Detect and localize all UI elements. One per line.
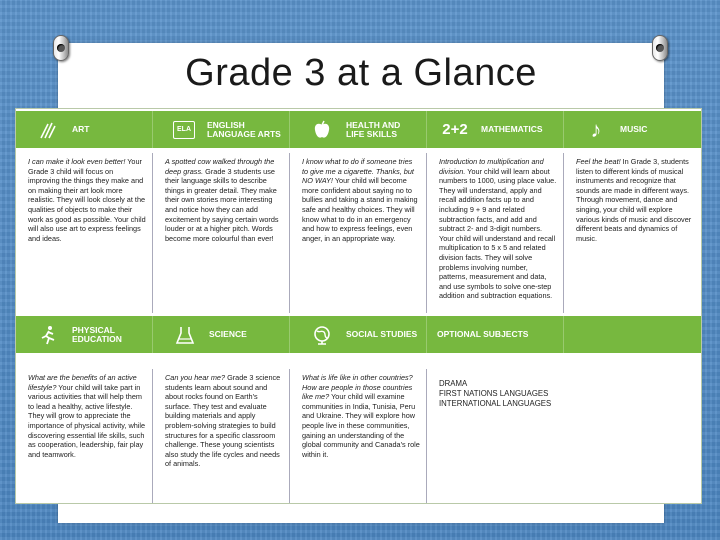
- header-pe-label: [72, 326, 122, 344]
- science-text: Grade 3 science students learn about sound and about rocks found on Earth's surface. They test and evaluate building materials and apply problem-solving strategies to build structures for a specific classroom challenge. These young scientists also study the life cycles and needs of animals.: [165, 373, 281, 469]
- header-pe: [16, 316, 153, 353]
- runner-icon: [36, 323, 60, 347]
- optional-subjects: [427, 369, 701, 503]
- health-text: Your child will become more confident about saying no to bullies and taking a stand in making safe and healthy choices. They will know what to do in an emergency and how to express feelings, even anger, in an appropriate way.: [302, 176, 418, 243]
- header-pe-line2: EDUCATION: [72, 333, 122, 344]
- beaker-icon: [173, 323, 197, 347]
- header-health-label: [346, 121, 400, 139]
- art-description: [16, 153, 153, 313]
- social-text: Your child will examine communities in India, Tunisia, Peru and Ukraine. They will explore how people live in these communities, gaining an understanding of the global community and Canada's role within it.: [302, 392, 420, 459]
- pe-description: [16, 369, 153, 503]
- header-health-line1: HEALTH AND: [346, 119, 401, 130]
- health-lead: I know what to do if someone tries to give me a cigarette. Thanks, but NO WAY!: [302, 157, 414, 186]
- science-lead: Can you hear me?: [165, 373, 226, 382]
- header-ela-line2: LANGUAGE ARTS: [207, 128, 281, 139]
- pe-lead: What are the benefits of an active lifestyle?: [28, 373, 137, 392]
- music-note-icon: ♪: [590, 117, 602, 142]
- ela-description: [153, 153, 290, 313]
- health-description: [290, 153, 427, 313]
- math-text: Your child will learn about numbers to 1000, using place value. They will understand, apply and recall addition facts up to and including 9 + 9 and related subtraction facts, and add and subtract 2- and 3-digit numbers. Your child will understand and recall multiplication to 5 x 5 and related division facts. They will solve problems involving number, patterns, measurement and data, and use symbols to solve one-step addition and subtraction equations.: [439, 166, 557, 301]
- header-art-label: ART: [72, 124, 90, 134]
- body-row-2: [16, 369, 701, 503]
- social-lead: What is life like in other countries? How are people in those countries like me?: [302, 373, 413, 402]
- header-music: [564, 111, 701, 148]
- header-math-label: MATHEMATICS: [481, 124, 543, 134]
- header-ela-line1: ENGLISH: [207, 119, 245, 130]
- music-lead: Feel the beat!: [576, 157, 621, 166]
- art-lead: I can make it look even better!: [28, 157, 126, 166]
- optional-subject-2: FIRST NATIONS LANGUAGES: [439, 389, 549, 398]
- header-row-2: [16, 316, 701, 353]
- header-social-label: SOCIAL STUDIES: [346, 329, 418, 339]
- header-art: [16, 111, 153, 148]
- art-text: Your Grade 3 child will focus on improving the things they make and on making their art look more realistic. They will look closely at the qualities of objects to make their work as good as possible. Your child will also use art to express feelings and ideas.: [28, 157, 146, 243]
- math-lead: Introduction to multiplication and division.: [439, 157, 544, 176]
- header-social: [290, 316, 427, 353]
- ela-text: Grade 3 students use their language skills to describe things in greater detail. They make their own stories more interesting and notice how they can add excitement by saying certain words louder or at a higher pitch. Words become more colourful than ever!: [165, 166, 279, 243]
- optional-subject-3: INTERNATIONAL LANGUAGES: [439, 399, 552, 408]
- header-science-label: SCIENCE: [209, 329, 247, 339]
- slide-title: Grade 3 at a Glance: [185, 52, 537, 94]
- music-description: [564, 153, 701, 313]
- header-optional-label: OPTIONAL SUBJECTS: [437, 329, 529, 339]
- social-description: [290, 369, 427, 503]
- header-empty: [564, 316, 701, 353]
- header-ela-label: [207, 121, 281, 139]
- header-science: [153, 316, 290, 353]
- header-health-line2: LIFE SKILLS: [346, 128, 397, 139]
- header-health: [290, 111, 427, 148]
- curriculum-poster: [15, 108, 702, 504]
- header-pe-line1: PHYSICAL: [72, 324, 115, 335]
- body-row-1: [16, 153, 701, 313]
- science-description: [153, 369, 290, 503]
- globe-icon: [310, 323, 334, 347]
- header-row-1: [16, 111, 701, 148]
- brushes-icon: [36, 118, 60, 142]
- math-icon: 2+2: [442, 121, 468, 138]
- pe-text: Your child will take part in various activities that will help them to lead a healthy, active lifestyle. They will grow to appreciate the importance of physical activity, while discovering essential life skills, such as cooperation, leadership, fair play and teamwork.: [28, 382, 146, 459]
- header-optional: [427, 316, 564, 353]
- header-music-label: MUSIC: [620, 124, 648, 134]
- header-ela: [153, 111, 290, 148]
- apple-icon: [310, 118, 334, 142]
- math-description: [427, 153, 564, 313]
- music-text: In Grade 3, students listen to different kinds of musical instruments and recognize that sounds are made in different ways. Through movement, dance and singing, your child will explore various kinds of music and discover different beats and dynamics of music.: [576, 157, 692, 243]
- header-math: [427, 111, 564, 148]
- ela-lead: A spotted cow walked through the deep grass.: [165, 157, 275, 176]
- ela-book-icon: ELA: [173, 121, 195, 139]
- optional-subject-1: DRAMA: [439, 379, 468, 388]
